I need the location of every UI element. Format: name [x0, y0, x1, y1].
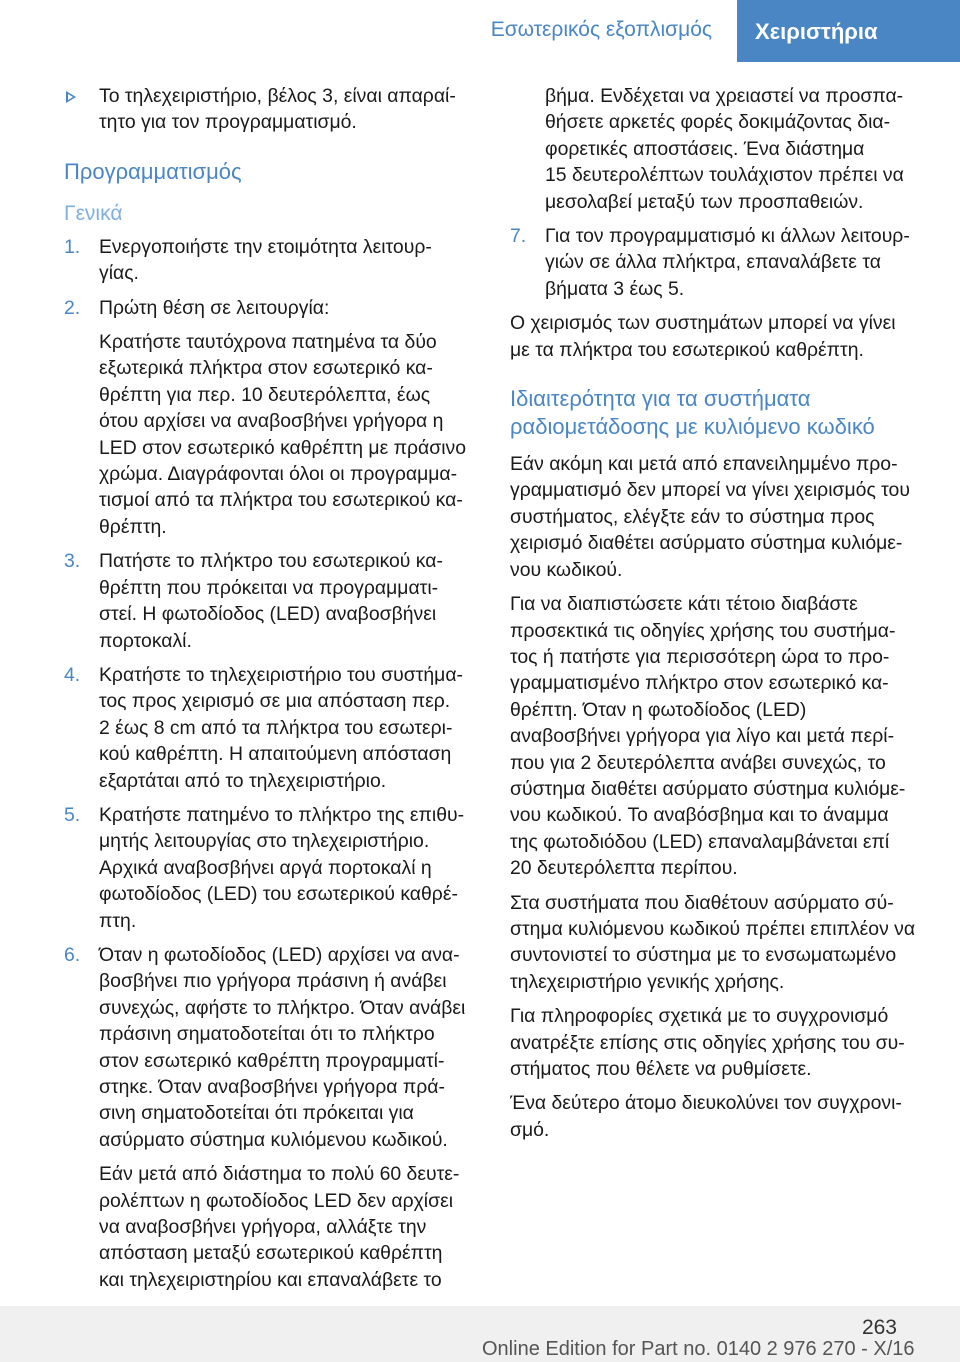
step-text: Για τον προγραμματισμό κι άλλων λειτουρ- γιών σε άλλα πλήκτρα, επαναλάβετε τα βήματα 3 έως 5.	[545, 225, 910, 300]
paragraph: Ο χειρισμός των συστημάτων μπορεί να γίνει με τα πλήκτρα του εσωτερικού καθρέπτη.	[510, 312, 896, 361]
step-text: Πατήστε το πλήκτρο του εσωτερικού κα- θρέπτη που πρόκειται να προγραμματι- στεί. Η φωτοδίοδος (LED) αναβοσβήνει πορτοκαλί.	[99, 550, 443, 652]
subsection-heading: Γενικά	[64, 201, 123, 225]
step-item	[64, 548, 482, 654]
step-number: 4.	[64, 663, 81, 686]
step-item	[64, 662, 482, 794]
step-item	[64, 942, 482, 1293]
paragraph: Για πληροφορίες σχετικά με το συγχρονισμό ανατρέξτε επίσης στις οδηγίες χρήσης του συ- στήματος που θέλετε να ρυθμίσετε.	[510, 1005, 905, 1080]
step-detail: Κρατήστε ταυτόχρονα πατημένα τα δύο εξωτερικά πλήκτρα στον εσωτερικό κα- θρέπτη για περ. 10 δευτερόλεπτα, έως ότου αρχίσει να αναβοσβήνει γρήγορα η LED στον εσωτερικό καθρέπτη με πράσινο χρώμα. Διαγράφονται όλοι οι προγραμμα- τισμοί από τα πλήκτρα του εσωτερικού κα- θρέπτη.	[99, 331, 466, 538]
page-header	[0, 0, 960, 62]
left-column	[64, 83, 482, 1301]
step-continuation: βήμα. Ενδέχεται να χρειαστεί να προσπα- θήσετε αρκετές φορές δοκιμάζοντας δια- φορετικές αποστάσεις. Ένα διάστημα 15 δευτερολέπτων τουλάχιστον πρέπει να μεσολαβεί μεταξύ των προσπαθειών.	[545, 85, 904, 213]
section-title: Εσωτερικός εξοπλισμός	[490, 18, 712, 41]
note-text: Το τηλεχειριστήριο, βέλος 3, είναι απαραί- τητο για τον προγραμματισμό.	[99, 85, 456, 134]
paragraph: Για να διαπιστώσετε κάτι τέτοιο διαβάστε προσεκτικά τις οδηγίες χρήσης του συστήμα- τος ή πατήστε για περισσότερη ώρα το προ- γραμματισμένο πλήκτρο στον εσωτερικό κα- θρέπτη. Όταν η φωτοδίοδος (LED) αναβοσβήνει γρήγορα για λίγο και μετά περί- που για 2 δευτερόλεπτα ανάβει συνεχώς, το σύστημα διαθέτει ασύρματο σύστημα κυλιόμε- νου κωδικού. Το αναβόσβημα και το άναμμα της φωτοδιόδου (LED) επαναλαμβάνεται επί 20 δευτερόλεπτα περίπου.	[510, 593, 906, 880]
step-text: Κρατήστε το τηλεχειριστήριο του συστήμα- τος προς χειρισμό σε μια απόσταση περ. 2 έως 8 cm από τα πλήκτρα του εσωτερι- κού καθρέπτη. Η απαιτούμενη απόσταση εξαρτάται από το τηλεχειριστήριο.	[99, 663, 463, 792]
step-detail: Εάν μετά από διάστημα το πολύ 60 δευτε- ρολέπτων η φωτοδίοδος LED δεν αρχίσει να αναβοσβήνει γρήγορα, αλλάξτε την απόσταση μεταξύ εσωτερικού καθρέπτη και τηλεχειριστηρίου και επαναλάβετε το	[99, 1163, 460, 1291]
chapter-tab: Χειριστήρια	[737, 0, 960, 62]
step-number: 1.	[64, 235, 81, 258]
step-item	[64, 234, 482, 287]
page-number: 263	[861, 1316, 897, 1339]
paragraph: Στα συστήματα που διαθέτουν ασύρματο σύ- στημα κυλιόμενου κωδικού πρέπει επιπλέον να συντονιστεί το σύστημα με το ενσωματωμένο τηλεχειριστήριο γενικής χρήσης.	[510, 891, 916, 993]
step-text: Όταν η φωτοδίοδος (LED) αρχίσει να ανα- βοσβήνει πιο γρήγορα πράσινη ή ανάβει συνεχώς, αφήστε το πλήκτρο. Όταν ανάβει πράσινη σηματοδοτείται ότι το πλήκτρο στον εσωτερικό καθρέπτη προγραμματί- στηκε. Όταν αναβοσβήνει γρήγορα πρά- σινη σηματοδοτείται ότι πρόκειται για ασύρματο σύστημα κυλιόμενου κωδικού.	[99, 943, 466, 1151]
step-number: 7.	[510, 225, 527, 248]
triangle-bullet-icon	[66, 91, 76, 103]
note-item	[64, 83, 482, 136]
step-text: Κρατήστε πατημένο το πλήκτρο της επιθυ- μητής λειτουργίας στο τηλεχειριστήριο. Αρχικά αναβοσβήνει αργά πορτοκαλί η φωτοδίοδος (LED) του εσωτερικού καθρέ- πτη.	[99, 803, 465, 932]
section-heading: Ιδιαιτερότητα για τα συστήματα ραδιομετάδοσης με κυλιόμενο κωδικό	[510, 386, 875, 440]
edition-label: Online Edition for Part no. 0140 2 976 270 - X/16	[482, 1338, 915, 1360]
step-item	[64, 295, 482, 541]
step-item	[510, 223, 928, 302]
step-item	[64, 802, 482, 934]
step-number: 5.	[64, 803, 81, 826]
step-number: 2.	[64, 296, 81, 319]
paragraph: Ένα δεύτερο άτομο διευκολύνει τον συγχρονι- σμό.	[510, 1092, 902, 1141]
step-number: 3.	[64, 550, 81, 573]
section-heading: Προγραμματισμός	[64, 158, 242, 184]
right-column	[510, 83, 928, 1151]
step-number: 6.	[64, 943, 81, 966]
paragraph: Εάν ακόμη και μετά από επανειλημμένο προ- γραμματισμό δεν μπορεί να γίνει χειρισμός του συστήματος, ελέγξτε εάν το σύστημα προς χειρισμό διαθέτει ασύρματο σύστημα κυλιόμε- νου κωδικού.	[510, 453, 910, 581]
step-text: Πρώτη θέση σε λειτουργία:	[99, 296, 330, 319]
step-text: Ενεργοποιήστε την ετοιμότητα λειτουρ- γίας.	[99, 235, 432, 285]
page-footer	[0, 1306, 960, 1362]
